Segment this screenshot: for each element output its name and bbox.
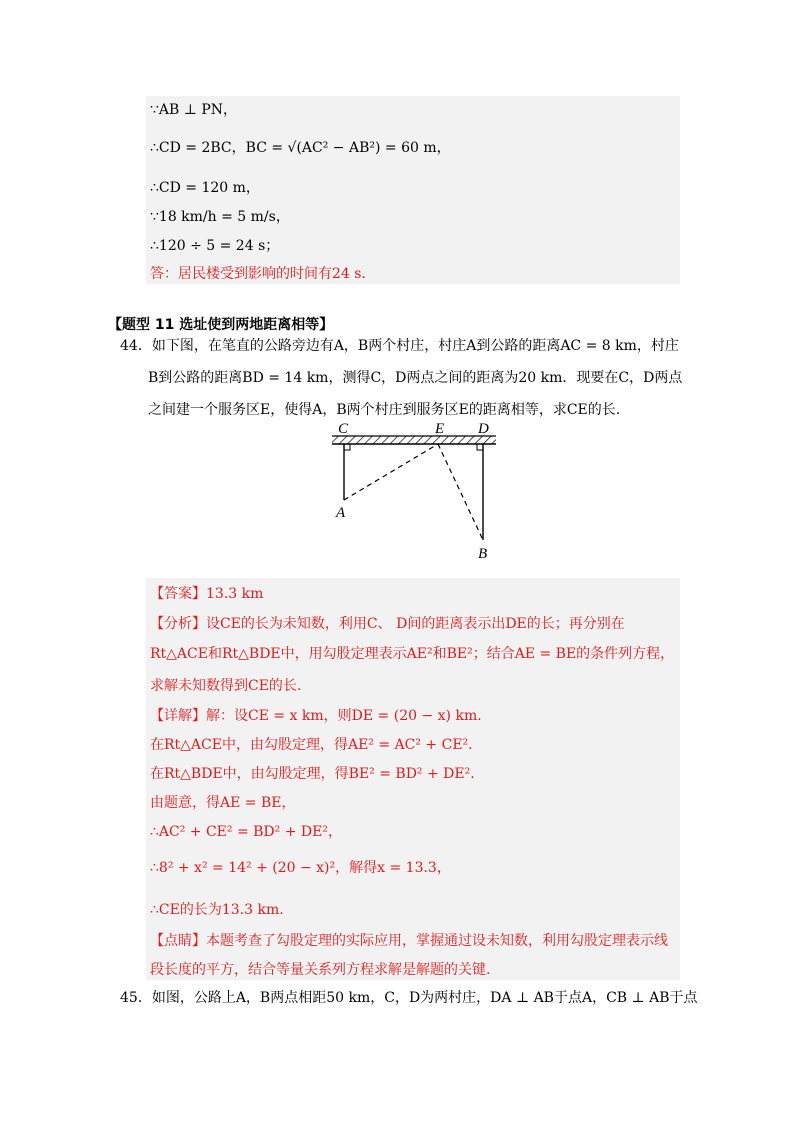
detail-line: 在Rt△ACE中，由勾股定理，得AE² = AC² + CE². xyxy=(150,737,473,753)
problem-text-line: 45．如图，公路上A，B两点相距50 km，C，D为两村庄，DA ⊥ AB于点A，CB ⊥ AB于点 xyxy=(120,990,698,1006)
right-angle-c xyxy=(344,444,350,450)
label-c: C xyxy=(338,421,349,437)
comment-line: 【点睛】本题考查了勾股定理的实际应用，掌握通过设未知数，利用勾股定理表示线 xyxy=(150,933,668,949)
segment-be xyxy=(438,444,483,540)
road-hatch xyxy=(332,436,496,444)
segment-ae xyxy=(344,444,438,500)
problem-text-line: 之间建一个服务区E，使得A，B两个村庄到服务区E的距离相等，求CE的长. xyxy=(148,402,621,418)
label-e: E xyxy=(435,421,445,437)
detail-line: 在Rt△BDE中，由勾股定理，得BE² = BD² + DE². xyxy=(150,766,475,782)
solution-answer-line: 答：居民楼受到影响的时间有24 s. xyxy=(150,266,366,282)
analysis-line: Rt△ACE和Rt△BDE中，用勾股定理表示AE²和BE²；结合AE = BE的条件列方程， xyxy=(150,646,675,662)
label-a: A xyxy=(336,505,346,521)
geometry-figure xyxy=(320,420,510,565)
label-b: B xyxy=(478,546,488,562)
section-heading: 【题型 11 选址使到两地距离相等】 xyxy=(108,317,334,333)
detail-line: ∴CE的长为13.3 km. xyxy=(150,902,284,918)
solution-line: ∴CD = 2BC，BC = √(AC² − AB²) = 60 m， xyxy=(150,140,451,156)
label-d: D xyxy=(478,421,489,437)
detail-line: 【详解】解：设CE = x km，则DE = (20 − x) km. xyxy=(150,708,482,724)
detail-line: ∴AC² + CE² = BD² + DE²， xyxy=(150,824,342,840)
solution-line: ∵18 km/h = 5 m/s， xyxy=(150,209,290,225)
problem-text-line: 44．如下图，在笔直的公路旁边有A，B两个村庄，村庄A到公路的距离AC = 8 km，村庄 xyxy=(120,338,679,354)
detail-line: 由题意，得AE = BE， xyxy=(150,795,296,811)
analysis-line: 【分析】设CE的长为未知数，利用C、 D间的距离表示出DE的长；再分别在 xyxy=(150,616,625,632)
right-angle-d xyxy=(477,444,483,450)
solution-line: ∵AB ⊥ PN， xyxy=(150,102,238,118)
answer-line: 【答案】13.3 km xyxy=(150,586,264,602)
solution-line: ∴120 ÷ 5 = 24 s； xyxy=(150,238,280,254)
detail-line: ∴8² + x² = 14² + (20 − x)²，解得x = 13.3， xyxy=(150,860,451,876)
problem-text-line: B到公路的距离BD = 14 km，测得C，D两点之间的距离为20 km．现要在C，D两点 xyxy=(148,370,683,386)
solution-line: ∴CD = 120 m， xyxy=(150,180,260,196)
comment-line: 段长度的平方，结合等量关系列方程求解是解题的关键. xyxy=(150,962,491,978)
analysis-line: 求解未知数得到CE的长. xyxy=(150,678,302,694)
